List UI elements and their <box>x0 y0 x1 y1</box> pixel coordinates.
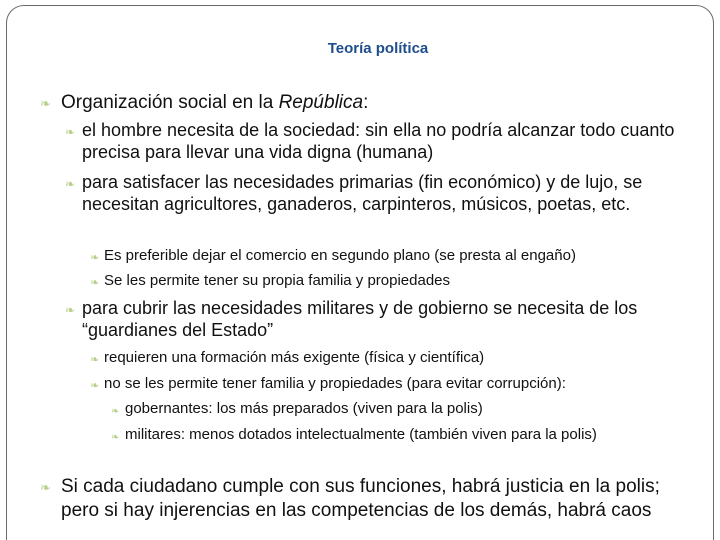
bullet-item-7 <box>90 348 684 368</box>
bullet-text-10: militares: menos dotados intelectualmente (también viven para la polis) <box>125 426 597 443</box>
bullet-item-11 <box>40 475 691 523</box>
bullet-item-8 <box>90 374 684 394</box>
ornament-bullet-icon: ❧ <box>90 379 100 392</box>
ornament-bullet-icon: ❧ <box>65 303 76 317</box>
bullet-text-5: Se les permite tener su propia familia y propiedades <box>104 272 451 289</box>
bullet-text-8: no se les permite tener familia y propiedades (para evitar corrupción): <box>104 375 566 392</box>
bullet-text-1-before: Organización social en la <box>61 92 279 113</box>
bullet-item-1 <box>40 91 681 115</box>
bullet-text-3: para satisfacer las necesidades primarias (fin económico) y de lujo, se necesitan agricultores, ganaderos, carpinteros, músicos, poetas, etc. <box>82 172 643 214</box>
bullet-text-2: el hombre necesita de la sociedad: sin ella no podría alcanzar todo cuanto precisa para llevar una vida digna (humana) <box>82 120 675 162</box>
ornament-bullet-icon: ❧ <box>40 481 51 496</box>
bullet-item-3 <box>65 171 682 215</box>
ornament-bullet-icon: ❧ <box>111 432 120 443</box>
bullet-text-7: requieren una formación más exigente (física y científica) <box>104 349 485 366</box>
bullet-item-4 <box>90 246 684 266</box>
ornament-bullet-icon: ❧ <box>90 353 100 366</box>
bullet-text-11: Si cada ciudadano cumple con sus funciones, habrá justicia en la polis; pero si hay injerencias en las competencias de los demás, habrá caos <box>61 476 660 521</box>
ornament-bullet-icon: ❧ <box>111 406 120 417</box>
ornament-bullet-icon: ❧ <box>90 251 100 264</box>
bullet-item-6 <box>65 297 682 341</box>
bullet-text-1-italic: República <box>278 92 364 113</box>
ornament-bullet-icon: ❧ <box>65 125 76 139</box>
bullet-text-1-after: : <box>363 92 369 113</box>
ornament-bullet-icon: ❧ <box>40 97 51 112</box>
bullet-item-5 <box>90 271 684 291</box>
ornament-bullet-icon: ❧ <box>65 177 76 191</box>
ornament-bullet-icon: ❧ <box>90 276 100 289</box>
bullet-text-6: para cubrir las necesidades militares y de gobierno se necesita de los “guardianes del Estado” <box>82 298 638 340</box>
bullet-item-2 <box>65 119 682 163</box>
bullet-text-9: gobernantes: los más preparados (viven para la polis) <box>125 400 483 417</box>
bullet-text-4: Es preferible dejar el comercio en segundo plano (se presta al engaño) <box>104 247 576 264</box>
bullet-item-9 <box>111 399 685 419</box>
slide-title: Teoría política <box>327 40 429 57</box>
bullet-item-10 <box>111 425 685 445</box>
